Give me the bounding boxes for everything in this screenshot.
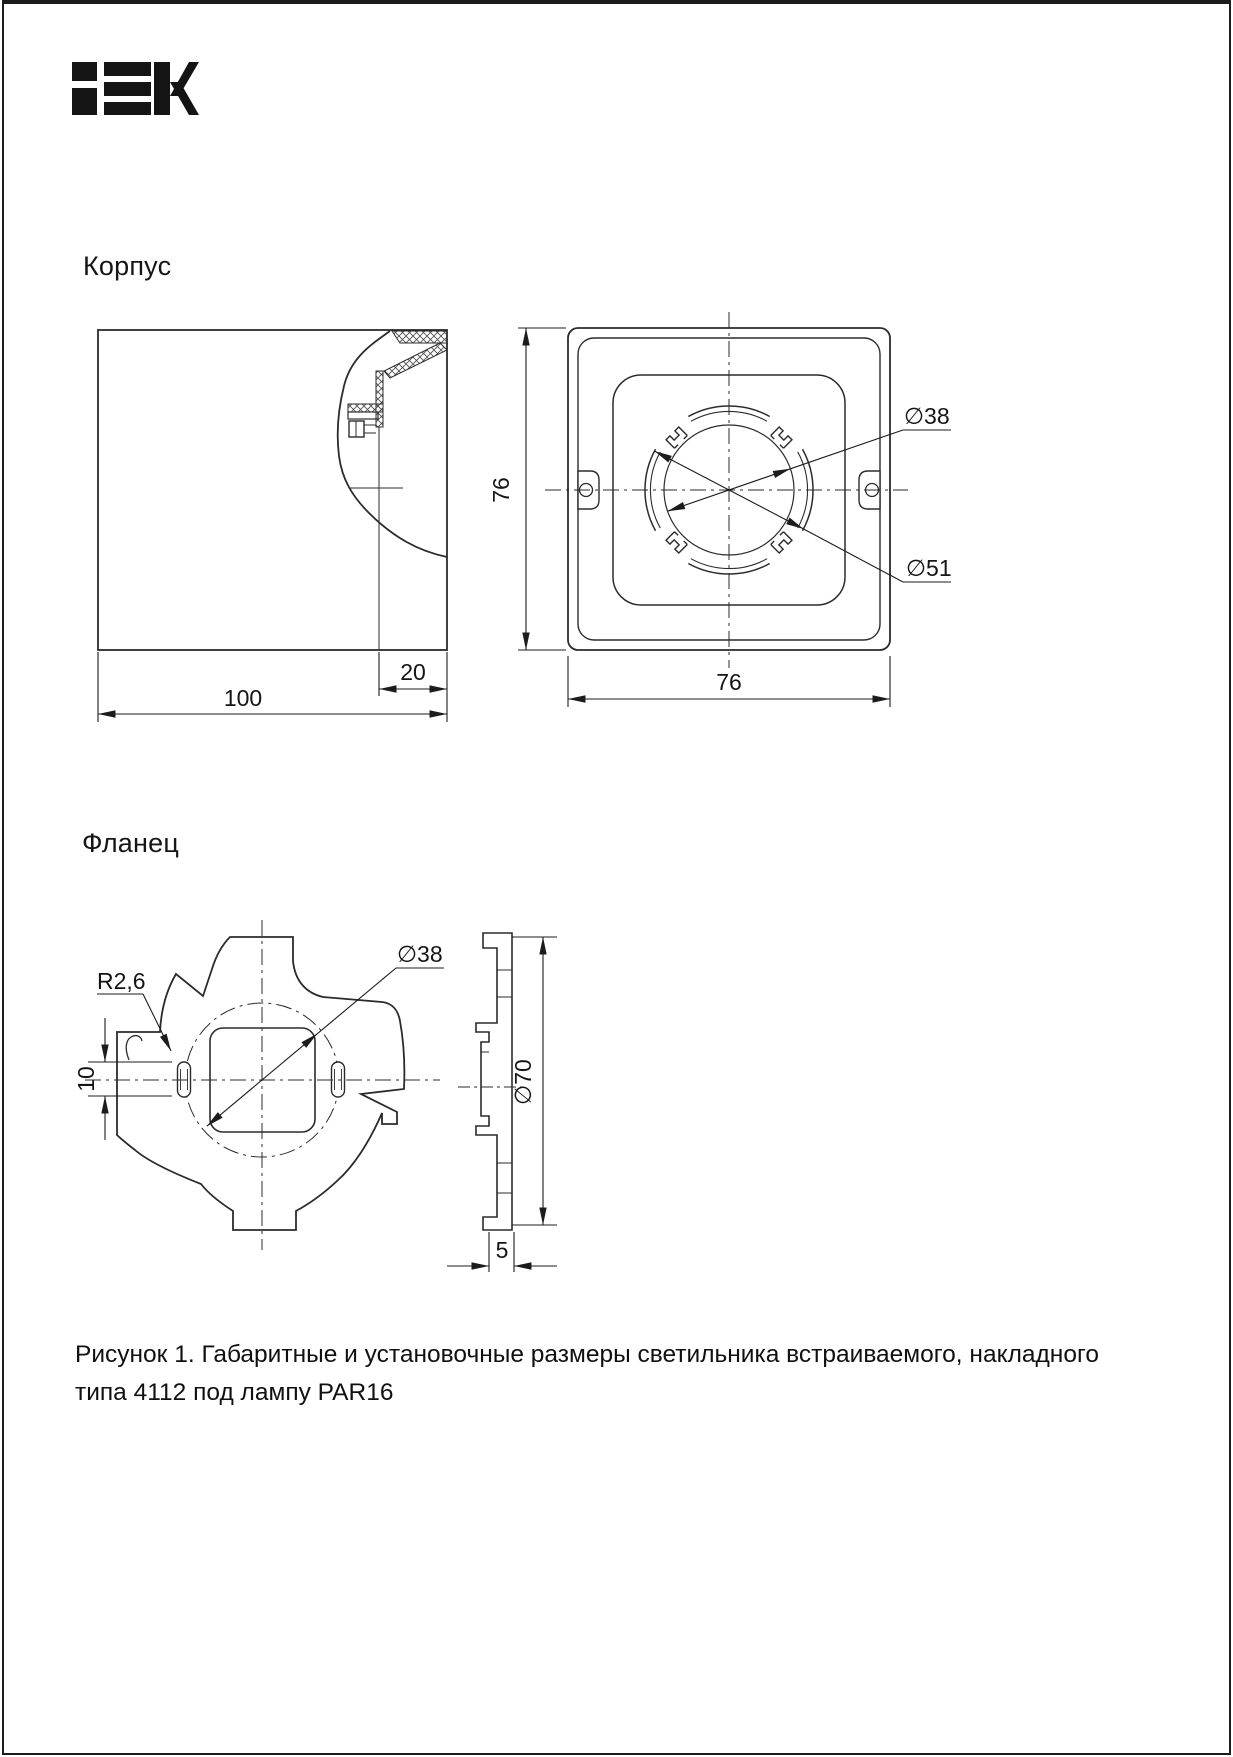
radius-label: R2,6	[97, 968, 146, 994]
dim-label-76-h: 76	[716, 669, 742, 695]
korpus-side-view	[98, 330, 447, 650]
spring-clip-nw	[666, 427, 687, 448]
dim-label-20: 20	[400, 659, 426, 685]
spring-clip-ne	[771, 427, 792, 448]
figure-caption-line1: Рисунок 1. Габаритные и установочные размеры светильника встраиваемого, накладного	[75, 1341, 1099, 1368]
section-title-flanec: Фланец	[82, 828, 179, 858]
flanec-front-dimensions	[73, 941, 444, 1140]
flange-profile	[476, 933, 512, 1230]
flange-strip	[348, 412, 378, 419]
logo-e-bar	[104, 82, 151, 96]
iek-logo	[72, 62, 199, 115]
hatched-funnel	[384, 343, 447, 378]
logo-i-stem	[72, 88, 97, 115]
figure-caption-line2: типа 4112 под лампу PAR16	[75, 1379, 394, 1406]
flanec-side-dimensions	[447, 937, 557, 1272]
dim-label-100: 100	[223, 685, 263, 711]
dia-label-38-flange: ∅38	[397, 941, 443, 967]
hatched-flange-strip	[348, 404, 383, 412]
logo-k-stem	[154, 62, 170, 115]
flange-silhouette	[117, 937, 404, 1230]
fillet-detail	[126, 1036, 142, 1060]
dia-label-51: ∅51	[906, 555, 952, 581]
logo-k-lower	[170, 82, 199, 115]
spring-clip-sw	[666, 532, 687, 553]
korpus-side-dimensions	[98, 652, 447, 722]
lamp-profile-curve	[338, 331, 447, 557]
section-title-korpus: Корпус	[83, 251, 172, 281]
dim-label-76-v: 76	[488, 477, 514, 503]
dia-label-38: ∅38	[904, 403, 950, 429]
korpus-front-view	[545, 312, 908, 668]
hatched-lip	[392, 331, 447, 343]
dim-label-10: 10	[73, 1066, 99, 1092]
dia-label-70: ∅70	[510, 1059, 536, 1105]
dim-label-5: 5	[495, 1237, 509, 1263]
spring-clip-se	[771, 532, 792, 553]
housing-outline	[98, 330, 447, 650]
logo-i-dot	[72, 62, 97, 81]
logo-e-bar	[104, 102, 151, 115]
logo-e-bar	[104, 62, 151, 76]
